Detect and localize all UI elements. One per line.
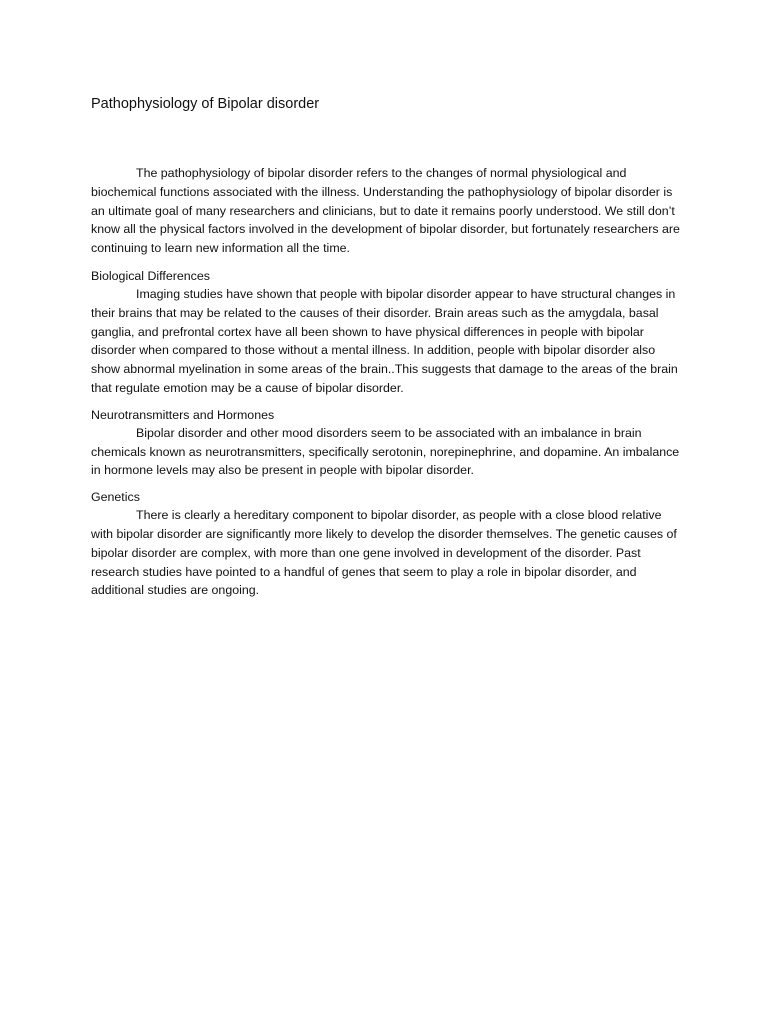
document-content bbox=[91, 94, 681, 608]
section-heading: Genetics bbox=[91, 490, 140, 505]
section-genetics bbox=[91, 488, 681, 600]
section-body: Bipolar disorder and other mood disorders seem to be associated with an imbalance in brain chemicals known as neurotransmitters, specifically serotonin, norepinephrine, and dopamine. An imbalance in hormone levels may also be present in people with bipolar disorder. bbox=[91, 425, 680, 478]
section-body: There is clearly a hereditary component to bipolar disorder, as people with a close blood relative with bipolar disorder are significantly more likely to develop the disorder themselves. The genetic causes of bipolar disorder are complex, with more than one gene involved in development of the disorder. Past research studies have pointed to a handful of genes that seem to play a role in bipolar disorder, and additional studies are ongoing. bbox=[91, 508, 677, 598]
document-title: Pathophysiology of Bipolar disorder bbox=[91, 96, 320, 112]
section-body: Imaging studies have shown that people with bipolar disorder appear to have structural changes in their brains that may be related to the causes of their disorder. Brain areas such as the amygdala, basal ganglia, and prefrontal cortex have all been shown to have physical differences in people with bipolar disorder when compared to those without a mental illness. In addition, people with bipolar disorder also show abnormal myelination in some areas of the brain..This suggests that damage to the areas of the brain that regulate emotion may be a cause of bipolar disorder. bbox=[91, 286, 678, 395]
section-neurotransmitters-hormones bbox=[91, 406, 681, 480]
intro-paragraph: The pathophysiology of bipolar disorder refers to the changes of normal physiological and biochemical functions associated with the illness. Understanding the pathophysiology of bipolar disorder is an ultimate goal of many researchers and clinicians, but to date it remains poorly understood. We still don’t know all the physical factors involved in the development of bipolar disorder, but fortunately researchers are continuing to learn new information all the time. bbox=[91, 166, 680, 256]
section-heading: Neurotransmitters and Hormones bbox=[91, 407, 275, 422]
section-heading: Biological Differences bbox=[91, 268, 210, 283]
section-biological-differences bbox=[91, 267, 681, 398]
